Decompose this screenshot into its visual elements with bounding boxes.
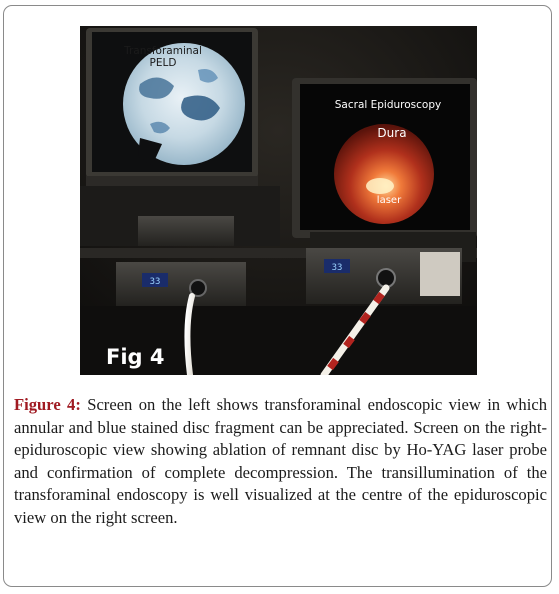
right-display-value: 33 bbox=[331, 263, 343, 273]
sacral-epiduroscopy-label: Sacral Epiduroscopy bbox=[334, 99, 442, 111]
figure-photo bbox=[80, 26, 477, 375]
left-light-source bbox=[116, 262, 246, 306]
laser-label: laser bbox=[376, 195, 402, 206]
left-display-value: 33 bbox=[149, 277, 161, 287]
transforaminal-label: Transforaminal bbox=[124, 45, 202, 57]
caption-text: Screen on the left shows transforaminal endoscopic view in which annular and blue stained disc fragment can be appreciated. Screen on the right- epiduroscopic view showing ablation of remnant disc by Ho-YAG laser probe and confirmation of complete decompression. The transillumination of the transforaminal endoscopy is well visualized at the centre of the epiduroscopic view on the right screen. bbox=[14, 395, 547, 527]
peld-label: PELD bbox=[149, 57, 177, 69]
dura-label: Dura bbox=[377, 126, 407, 140]
fig-4-label: Fig 4 bbox=[106, 345, 165, 369]
left-video-unit bbox=[138, 216, 234, 246]
caption-label: Figure 4: bbox=[14, 395, 81, 414]
figure-caption bbox=[14, 394, 547, 530]
